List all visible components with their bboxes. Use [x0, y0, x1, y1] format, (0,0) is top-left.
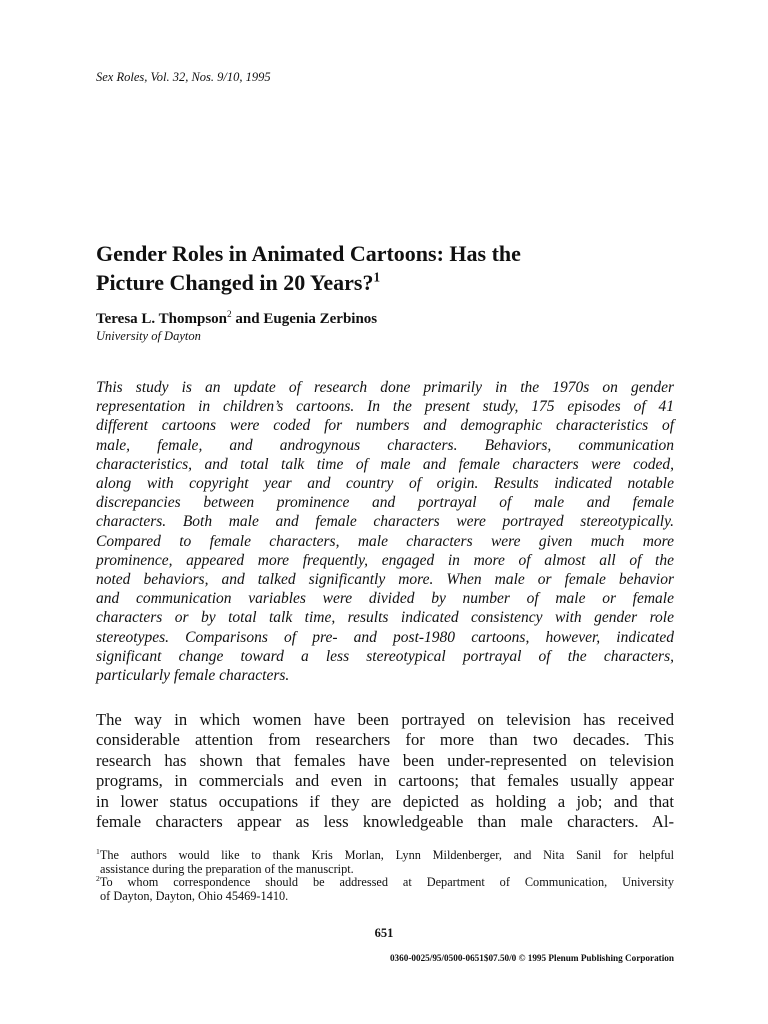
author-list: [96, 311, 377, 328]
body-line: in lower status occupations if they are depicted as holding a job; and that: [96, 791, 674, 811]
body-paragraph: [96, 710, 674, 832]
footnote-1-text: The authors would like to thank Kris Morlan, Lynn Mildenberger, and Nita Sanil for helpful: [99, 848, 674, 862]
abstract-line: This study is an update of research done primarily in the 1970s on gender: [96, 379, 674, 396]
author-affiliation: University of Dayton: [96, 329, 201, 343]
footnote-2-line: [96, 876, 674, 890]
body-line: female characters appear as less knowledgeable than male characters. Al-: [96, 812, 674, 832]
article-title: [96, 239, 686, 297]
body-line: considerable attention from researchers for more than two decades. This: [96, 730, 674, 750]
author-joiner: and: [231, 311, 264, 327]
title-line-2: [96, 268, 686, 297]
abstract-line: characters or by total talk time, results indicated consistency with gender role: [96, 609, 674, 627]
abstract: [96, 378, 674, 685]
abstract-line: significant change toward a less stereotypical portrayal of the characters,: [96, 647, 674, 665]
title-footnote-mark: 1: [373, 269, 381, 285]
abstract-line: representation in children’s cartoons. In the present study, 175 episodes of 41: [96, 398, 674, 416]
abstract-line: prominence, appeared more frequently, engaged in more of almost all of the: [96, 551, 674, 569]
title-line-1: Gender Roles in Animated Cartoons: Has the: [96, 241, 521, 266]
abstract-line: stereotypes. Comparisons of pre- and post-1980 cartoons, however, indicated: [96, 628, 674, 646]
abstract-line: different cartoons were coded for numbers and demographic characteristics of: [96, 417, 674, 435]
body-line: research has shown that females have been under-represented on television: [96, 750, 674, 770]
page-number: 651: [374, 926, 394, 940]
footnote-1-line: [96, 846, 674, 863]
author-first-footnote-mark: 2: [227, 310, 232, 320]
author-second: Eugenia Zerbinos: [263, 311, 378, 327]
journal-reference: Sex Roles, Vol. 32, Nos. 9/10, 1995: [96, 70, 271, 84]
body-line: The way in which women have been portrayed on television has received: [96, 710, 674, 729]
copyright-line: 0360-0025/95/0500-0651$07.50/0 © 1995 Plenum Publishing Corporation: [389, 953, 674, 963]
title-line-2-text: Picture Changed in 20 Years?: [96, 270, 374, 295]
author-first: Teresa L. Thompson: [96, 311, 228, 327]
footnote-1-line: assistance during the preparation of the manuscript.: [100, 861, 354, 876]
footnote-1-mark: 1: [96, 846, 100, 856]
footnotes: [96, 846, 674, 903]
abstract-line: discrepancies between prominence and portrayal of male and female: [96, 494, 674, 512]
footnote-2-text: To whom correspondence should be addressed at Department of Communication, University: [99, 875, 674, 890]
footnote-2-line: of Dayton, Dayton, Ohio 45469-1410.: [100, 888, 289, 903]
abstract-line: characteristics, and total talk time of male and female characters were coded,: [96, 455, 674, 473]
abstract-line: Compared to female characters, male characters were given much more: [96, 532, 674, 550]
abstract-line: male, female, and androgynous characters. Behaviors, communication: [96, 436, 674, 454]
abstract-line: noted behaviors, and talked significantly more. When male or female behavior: [96, 571, 674, 589]
abstract-line: characters. Both male and female characters were portrayed stereotypically.: [96, 513, 674, 531]
abstract-line: particularly female characters.: [96, 667, 290, 685]
footnote-2-mark: 2: [96, 874, 100, 884]
body-line: programs, in commercials and even in cartoons; that females usually appear: [96, 771, 674, 791]
abstract-line: along with copyright year and country of origin. Results indicated notable: [96, 475, 674, 493]
abstract-line: and communication variables were divided by number of male or female: [96, 590, 674, 608]
